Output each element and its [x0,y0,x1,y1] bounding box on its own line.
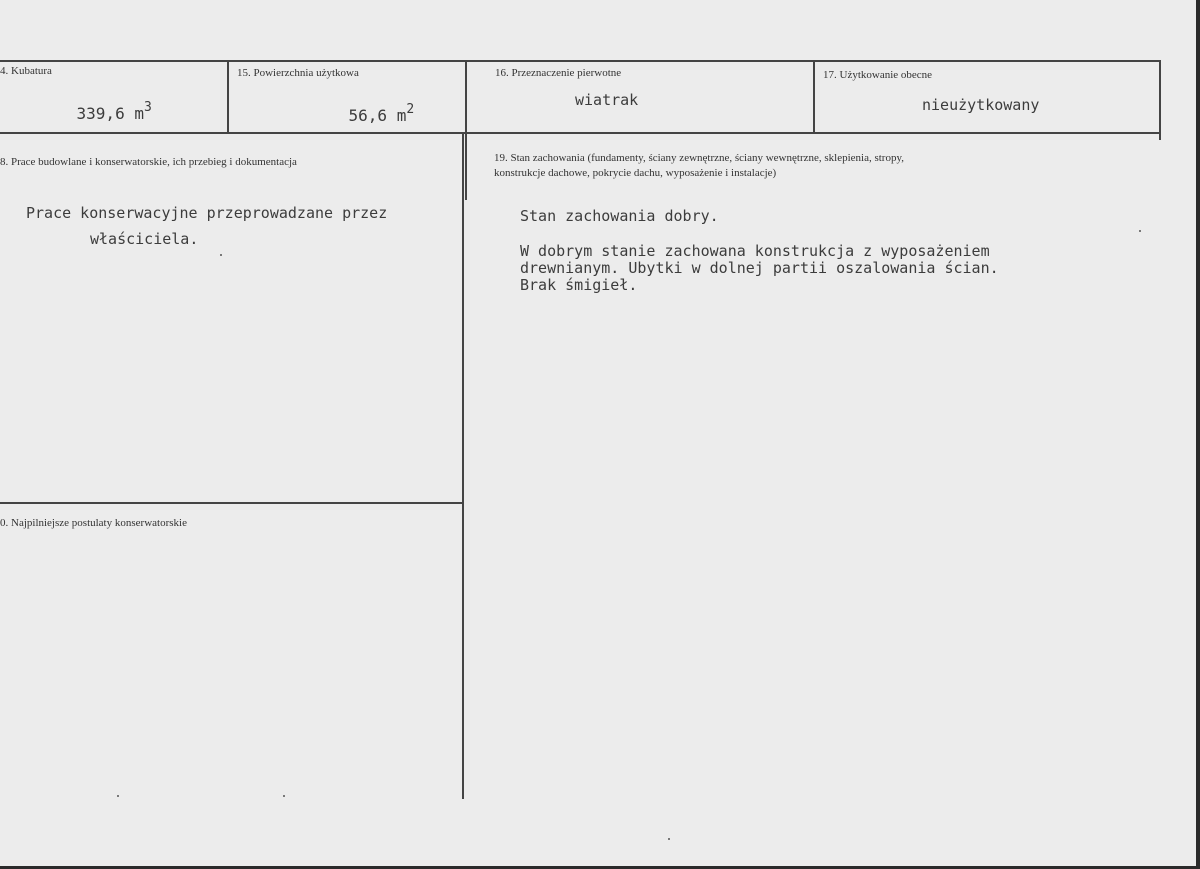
section-divider [0,502,463,504]
scan-speck [220,254,222,256]
kubatura-value [38,90,152,140]
prace-text-line1: Prace konserwacyjne przeprowadzane przez [26,204,388,222]
powierzchnia-unit-exponent: 2 [406,102,415,117]
column-divider-1 [227,60,229,133]
prace-text-line2: właściciela. [90,230,199,248]
kubatura-unit-exponent: 3 [143,100,152,115]
stan-detail-line3: Brak śmigieł. [520,276,638,294]
stan-label-line2: konstrukcje dachowe, pokrycie dachu, wyposażenie i instalacje) [494,167,777,179]
postulaty-label: 0. Najpilniejsze postulaty konserwatorskie [0,517,187,529]
scan-speck [1139,230,1141,232]
stan-label-line1: 19. Stan zachowania (fundamenty, ściany zewnętrzne, ściany wewnętrzne, sklepienia, stropy, [494,152,905,164]
przeznaczenie-value: wiatrak [575,91,639,109]
scan-speck [668,838,670,840]
column-divider-2 [465,60,467,134]
przeznaczenie-label: 16. Przeznaczenie pierwotne [495,67,622,79]
stan-detail-line2: drewnianym. Ubytki w dolnej partii oszalowania ścian. [520,259,999,277]
scan-speck [117,795,119,797]
powierzchnia-number: 56,6 m [348,106,407,125]
stan-detail-line1: W dobrym stanie zachowana konstrukcja z wyposażeniem [520,242,990,260]
stan-label-divider [465,134,467,200]
stan-summary: Stan zachowania dobry. [520,207,719,225]
scan-speck [283,795,285,797]
column-divider-3 [813,60,815,134]
kubatura-label: 4. Kubatura [0,65,52,77]
top-rule [0,60,1160,62]
prace-label: 8. Prace budowlane i konserwatorskie, ich przebieg i dokumentacja [0,156,297,168]
row-divider [0,132,1160,134]
uzytkowanie-label: 17. Użytkowanie obecne [823,69,933,81]
kubatura-number: 339,6 m [76,104,144,123]
column-divider-4 [1159,60,1161,140]
powierzchnia-label: 15. Powierzchnia użytkowa [237,67,359,79]
powierzchnia-value [310,92,414,142]
uzytkowanie-value: nieużytkowany [922,96,1040,114]
main-column-divider [462,134,464,799]
